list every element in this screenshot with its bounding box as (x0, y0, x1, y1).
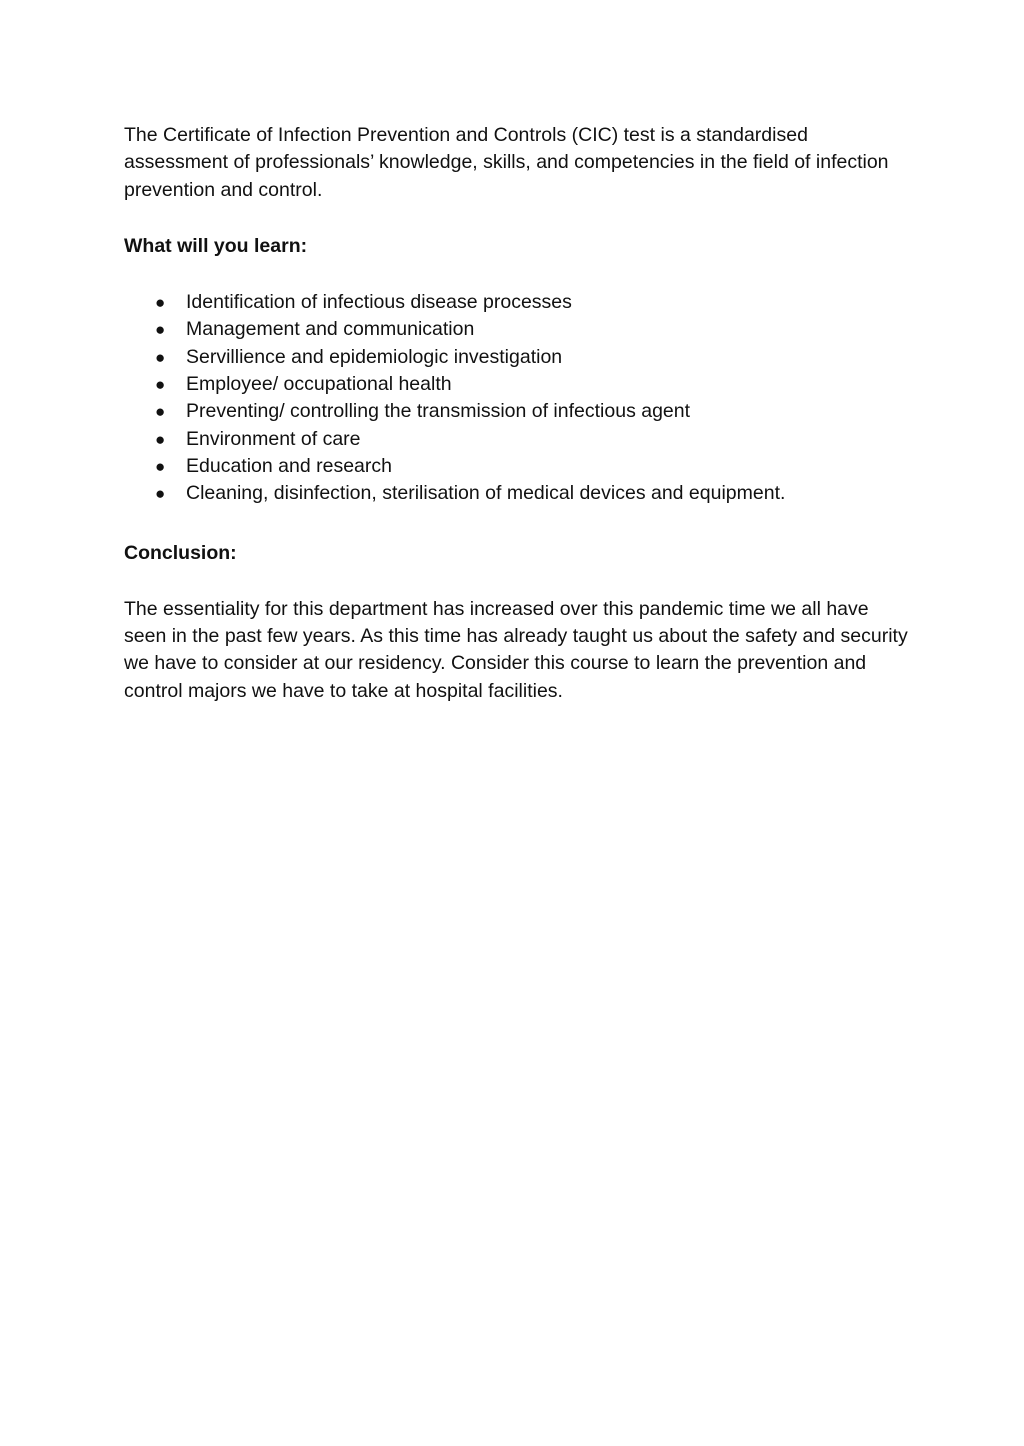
list-item-text: Education and research (186, 454, 392, 477)
list-item (124, 289, 914, 316)
list-item (124, 344, 914, 371)
bullet-icon: ● (155, 402, 166, 422)
bullet-icon: ● (155, 429, 166, 449)
learn-heading: What will you learn: (124, 234, 308, 257)
conclusion-heading: Conclusion: (124, 541, 237, 564)
list-item-text: Management and communication (186, 318, 475, 341)
intro-paragraph: The Certificate of Infection Prevention and Controls (CIC) test is a standardised assessment of professionals’ knowledge, skills, and competencies in the field of infection prevention and control. (124, 124, 889, 201)
list-item (124, 453, 914, 480)
conclusion-paragraph: The essentiality for this department has increased over this pandemic time we all have seen in the past few years. As this time has already taught us about the safety and security we have to consider at our residency. Consider this course to learn the prevention and control majors we have to take at hospital facilities. (124, 597, 908, 702)
list-item-text: Servillience and epidemiologic investigation (186, 345, 563, 368)
list-item-text: Preventing/ controlling the transmission of infectious agent (186, 400, 691, 423)
bullet-icon: ● (155, 320, 166, 340)
list-item (124, 426, 914, 453)
bullet-icon: ● (155, 456, 166, 476)
list-item (124, 480, 914, 507)
document-page (124, 122, 914, 705)
list-item-text: Identification of infectious disease processes (186, 291, 572, 314)
learn-list (124, 289, 914, 507)
list-item-text: Environment of care (186, 427, 361, 450)
list-item (124, 371, 914, 398)
list-item (124, 316, 914, 343)
bullet-icon: ● (155, 375, 166, 395)
list-item (124, 398, 914, 425)
bullet-icon: ● (155, 347, 166, 367)
list-item-text: Cleaning, disinfection, sterilisation of medical devices and equipment. (186, 482, 786, 505)
list-item-text: Employee/ occupational health (186, 373, 452, 396)
bullet-icon: ● (155, 293, 166, 313)
bullet-icon: ● (155, 484, 166, 504)
